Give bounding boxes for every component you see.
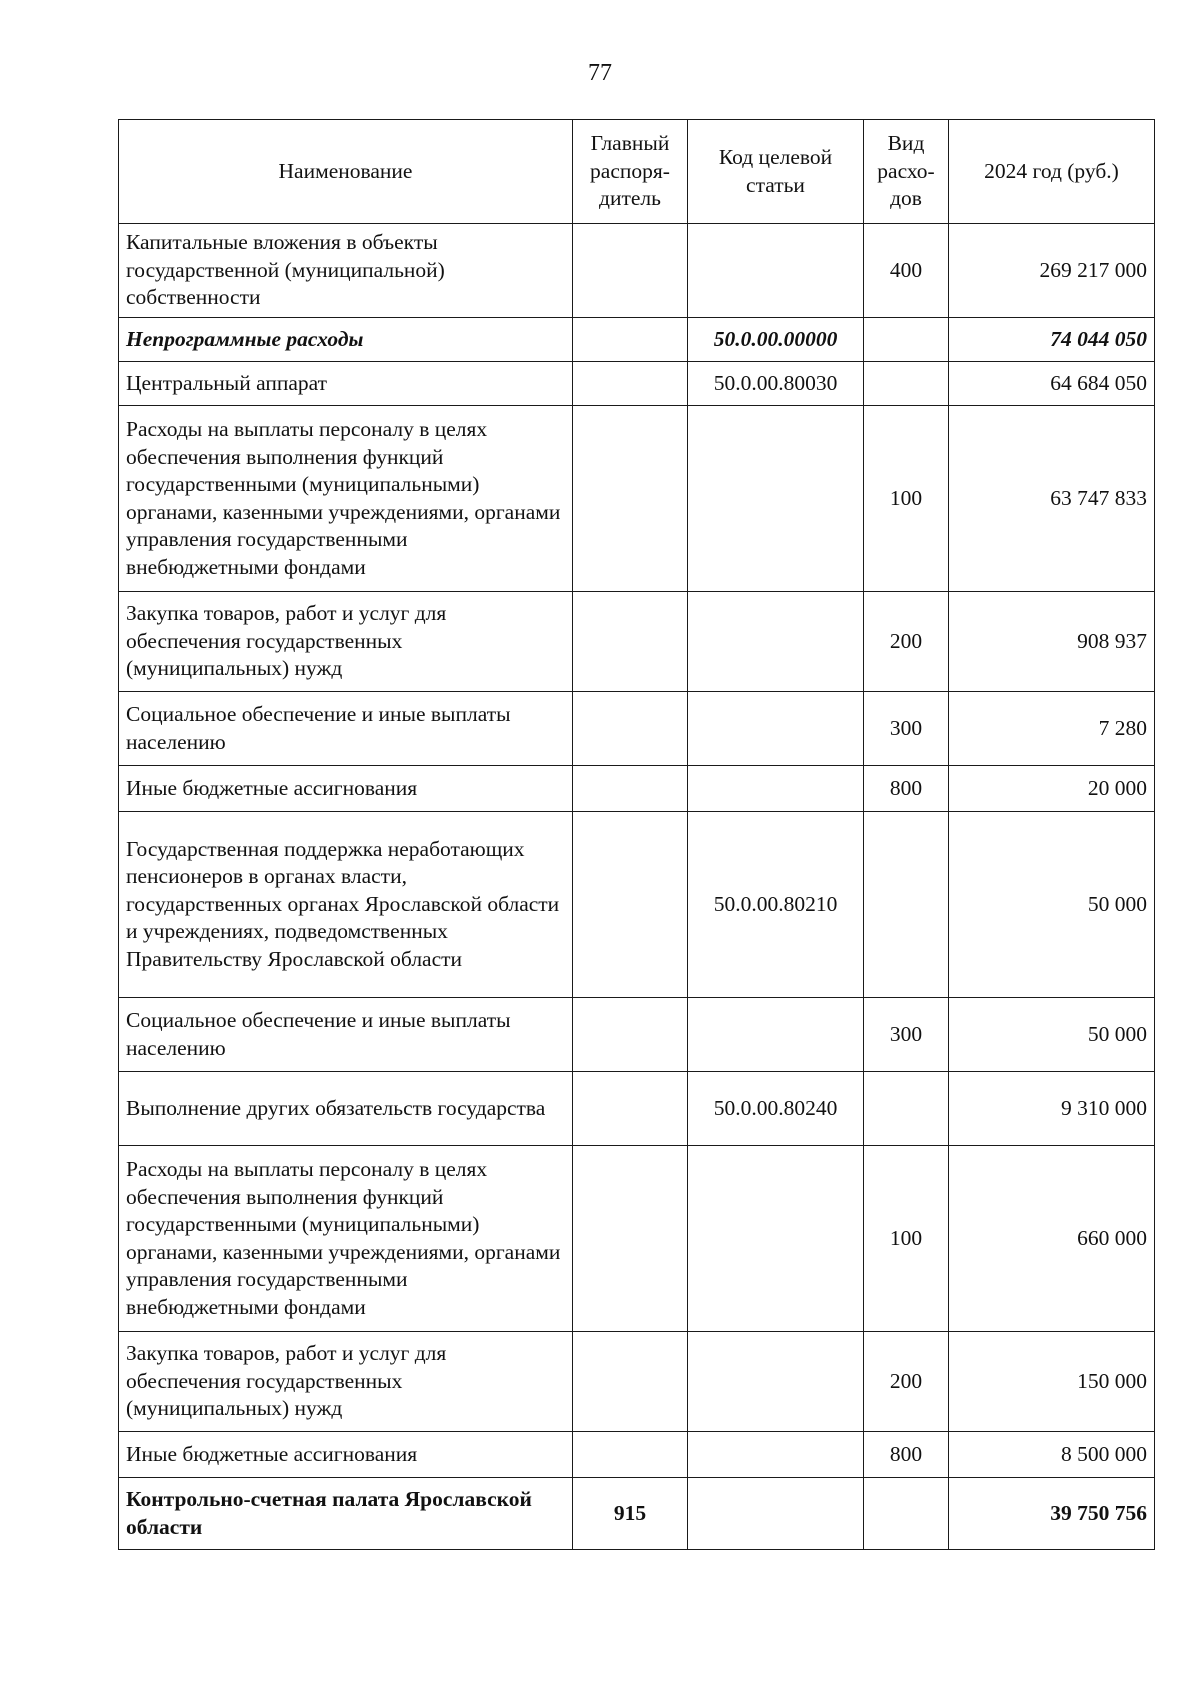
page-number: 77	[588, 60, 612, 86]
row-main-admin	[573, 1432, 688, 1478]
table-row	[119, 224, 1155, 318]
table-row	[119, 318, 1155, 362]
row-name: Капитальные вложения в объекты государственной (муниципальной) собственности	[119, 224, 573, 318]
budget-table	[118, 119, 1155, 1550]
row-sum: 50 000	[949, 998, 1155, 1072]
row-name: Иные бюджетные ассигнования	[119, 766, 573, 812]
row-main-admin	[573, 318, 688, 362]
row-target-code	[688, 1432, 864, 1478]
table-row	[119, 998, 1155, 1072]
table-row	[119, 1478, 1155, 1550]
row-expense-type: 100	[864, 1146, 949, 1332]
table-row	[119, 1432, 1155, 1478]
row-sum: 7 280	[949, 692, 1155, 766]
table-row	[119, 812, 1155, 998]
row-expense-type: 300	[864, 998, 949, 1072]
table-row	[119, 406, 1155, 592]
header-name: Наименование	[119, 120, 573, 224]
header-target-code: Код целевой статьи	[688, 120, 864, 224]
row-main-admin	[573, 998, 688, 1072]
row-main-admin	[573, 1072, 688, 1146]
row-name: Закупка товаров, работ и услуг для обеспечения государственных (муниципальных) нужд	[119, 592, 573, 692]
row-main-admin	[573, 406, 688, 592]
row-target-code	[688, 692, 864, 766]
table-row	[119, 692, 1155, 766]
row-name: Закупка товаров, работ и услуг для обеспечения государственных (муниципальных) нужд	[119, 1332, 573, 1432]
row-expense-type: 200	[864, 1332, 949, 1432]
table-row	[119, 766, 1155, 812]
table-row	[119, 592, 1155, 692]
row-expense-type	[864, 812, 949, 998]
row-main-admin	[573, 812, 688, 998]
row-target-code: 50.0.00.80030	[688, 362, 864, 406]
row-sum: 74 044 050	[949, 318, 1155, 362]
table-row	[119, 1332, 1155, 1432]
header-main-admin: Главный распоря-дитель	[573, 120, 688, 224]
row-sum: 8 500 000	[949, 1432, 1155, 1478]
row-sum: 50 000	[949, 812, 1155, 998]
row-main-admin	[573, 1332, 688, 1432]
table-row	[119, 1072, 1155, 1146]
row-main-admin: 915	[573, 1478, 688, 1550]
table-header-row	[119, 120, 1155, 224]
row-main-admin	[573, 592, 688, 692]
row-expense-type: 200	[864, 592, 949, 692]
row-name: Непрограммные расходы	[119, 318, 573, 362]
row-target-code: 50.0.00.80240	[688, 1072, 864, 1146]
row-target-code	[688, 406, 864, 592]
row-sum: 39 750 756	[949, 1478, 1155, 1550]
row-main-admin	[573, 224, 688, 318]
row-expense-type	[864, 1072, 949, 1146]
row-sum: 150 000	[949, 1332, 1155, 1432]
row-expense-type	[864, 1478, 949, 1550]
table-row	[119, 362, 1155, 406]
row-target-code: 50.0.00.00000	[688, 318, 864, 362]
row-name: Государственная поддержка неработающих пенсионеров в органах власти, государственных органах Ярославской области и учреждениях, подведомственных Правительству Ярославской области	[119, 812, 573, 998]
row-sum: 20 000	[949, 766, 1155, 812]
row-name: Социальное обеспечение и иные выплаты населению	[119, 692, 573, 766]
row-sum: 63 747 833	[949, 406, 1155, 592]
row-main-admin	[573, 766, 688, 812]
row-expense-type	[864, 318, 949, 362]
row-expense-type: 800	[864, 1432, 949, 1478]
row-main-admin	[573, 692, 688, 766]
row-sum: 9 310 000	[949, 1072, 1155, 1146]
row-sum: 64 684 050	[949, 362, 1155, 406]
table-row	[119, 1146, 1155, 1332]
row-name: Центральный аппарат	[119, 362, 573, 406]
row-sum: 660 000	[949, 1146, 1155, 1332]
row-main-admin	[573, 362, 688, 406]
row-expense-type: 800	[864, 766, 949, 812]
row-sum: 269 217 000	[949, 224, 1155, 318]
row-name: Социальное обеспечение и иные выплаты населению	[119, 998, 573, 1072]
row-target-code	[688, 1332, 864, 1432]
row-target-code: 50.0.00.80210	[688, 812, 864, 998]
row-name: Расходы на выплаты персоналу в целях обеспечения выполнения функций государственными (муниципальными) органами, казенными учреждениями, органами управления государственными внебюджетными фондами	[119, 1146, 573, 1332]
row-name: Иные бюджетные ассигнования	[119, 1432, 573, 1478]
row-name: Выполнение других обязательств государства	[119, 1072, 573, 1146]
row-name: Контрольно-счетная палата Ярославской области	[119, 1478, 573, 1550]
row-target-code	[688, 592, 864, 692]
row-target-code	[688, 224, 864, 318]
header-expense-type: Вид расхо-дов	[864, 120, 949, 224]
row-expense-type: 400	[864, 224, 949, 318]
row-main-admin	[573, 1146, 688, 1332]
row-target-code	[688, 766, 864, 812]
row-target-code	[688, 998, 864, 1072]
row-target-code	[688, 1146, 864, 1332]
header-year-sum: 2024 год (руб.)	[949, 120, 1155, 224]
row-name: Расходы на выплаты персоналу в целях обеспечения выполнения функций государственными (муниципальными) органами, казенными учреждениями, органами управления государственными внебюджетными фондами	[119, 406, 573, 592]
row-expense-type	[864, 362, 949, 406]
row-expense-type: 300	[864, 692, 949, 766]
row-expense-type: 100	[864, 406, 949, 592]
row-target-code	[688, 1478, 864, 1550]
row-sum: 908 937	[949, 592, 1155, 692]
